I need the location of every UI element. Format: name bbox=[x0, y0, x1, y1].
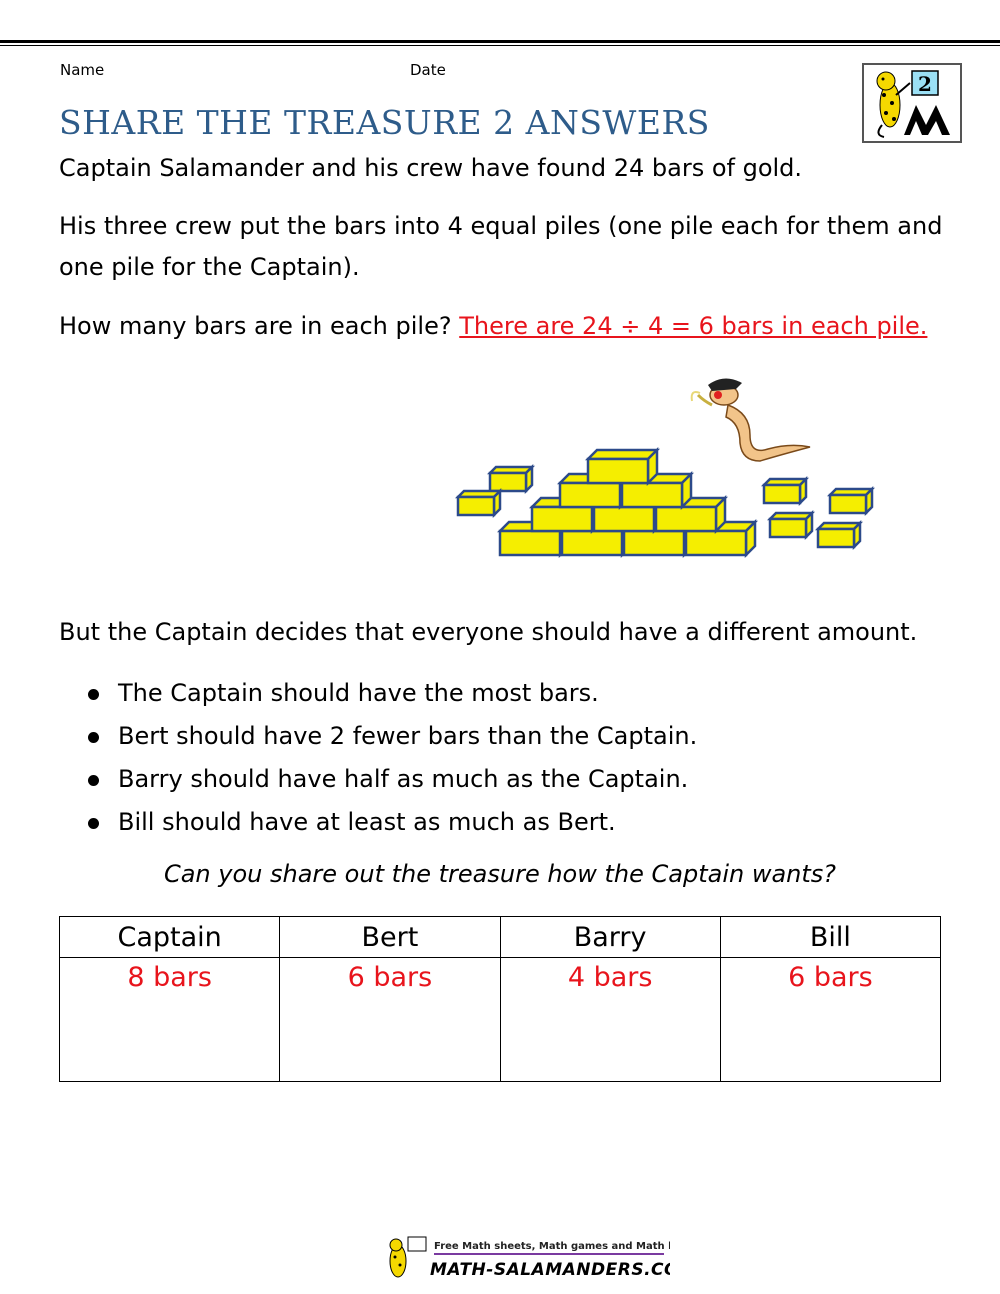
gold-bars-illustration bbox=[450, 365, 890, 565]
gold-bar-icon bbox=[458, 491, 500, 515]
date-label: Date bbox=[410, 61, 446, 79]
gold-bar-icon bbox=[830, 489, 872, 513]
top-rule bbox=[0, 40, 1000, 43]
answer-barry: 4 bars bbox=[500, 958, 720, 1082]
gold-bar-icon bbox=[490, 467, 532, 491]
answer-captain: 8 bars bbox=[60, 958, 280, 1082]
pirate-salamander-icon bbox=[692, 378, 810, 461]
header-bill: Bill bbox=[720, 917, 940, 958]
rule-item: Barry should have half as much as the Captain. bbox=[88, 758, 697, 801]
table-header-row bbox=[60, 917, 941, 958]
salamander-logo-icon bbox=[864, 65, 960, 141]
question-1-prompt: How many bars are in each pile? bbox=[59, 312, 452, 340]
decision-text: But the Captain decides that everyone should have a different amount. bbox=[59, 618, 918, 646]
question-1-answer: There are 24 ÷ 4 = 6 bars in each pile. bbox=[459, 312, 928, 340]
gold-bar-icon bbox=[770, 513, 812, 537]
footer-site: MATH-SALAMANDERS.COM bbox=[430, 1260, 670, 1280]
footer-logo bbox=[380, 1233, 670, 1281]
rule-item: Bill should have at least as much as Bert. bbox=[88, 801, 697, 844]
grade-number: 2 bbox=[918, 72, 932, 96]
answer-bill: 6 bars bbox=[720, 958, 940, 1082]
rules-list bbox=[88, 672, 697, 844]
gold-bar-icon bbox=[764, 479, 806, 503]
table-row bbox=[60, 958, 941, 1082]
question-2: Can you share out the treasure how the Captain wants? bbox=[163, 860, 837, 888]
top-rule-thin bbox=[0, 45, 1000, 46]
answer-bert: 6 bars bbox=[280, 958, 500, 1082]
intro-text: Captain Salamander and his crew have found 24 bars of gold. bbox=[59, 154, 803, 182]
name-label: Name bbox=[60, 61, 105, 79]
footer-salamander-icon bbox=[390, 1237, 426, 1277]
gold-bar-icon bbox=[818, 523, 860, 547]
rule-item: The Captain should have the most bars. bbox=[88, 672, 697, 715]
piles-text: His three crew put the bars into 4 equal piles (one pile each for them and one pile for the Captain). bbox=[59, 212, 943, 281]
header-barry: Barry bbox=[500, 917, 720, 958]
answer-table bbox=[59, 916, 941, 1082]
rule-item: Bert should have 2 fewer bars than the Captain. bbox=[88, 715, 697, 758]
header-bert: Bert bbox=[280, 917, 500, 958]
gold-bar-icon bbox=[588, 450, 657, 483]
footer-tagline: Free Math sheets, Math games and Math help bbox=[434, 1241, 670, 1252]
grade-logo bbox=[862, 63, 962, 143]
page-title: SHARE THE TREASURE 2 ANSWERS bbox=[59, 103, 710, 142]
header-captain: Captain bbox=[60, 917, 280, 958]
question-1 bbox=[59, 306, 944, 347]
